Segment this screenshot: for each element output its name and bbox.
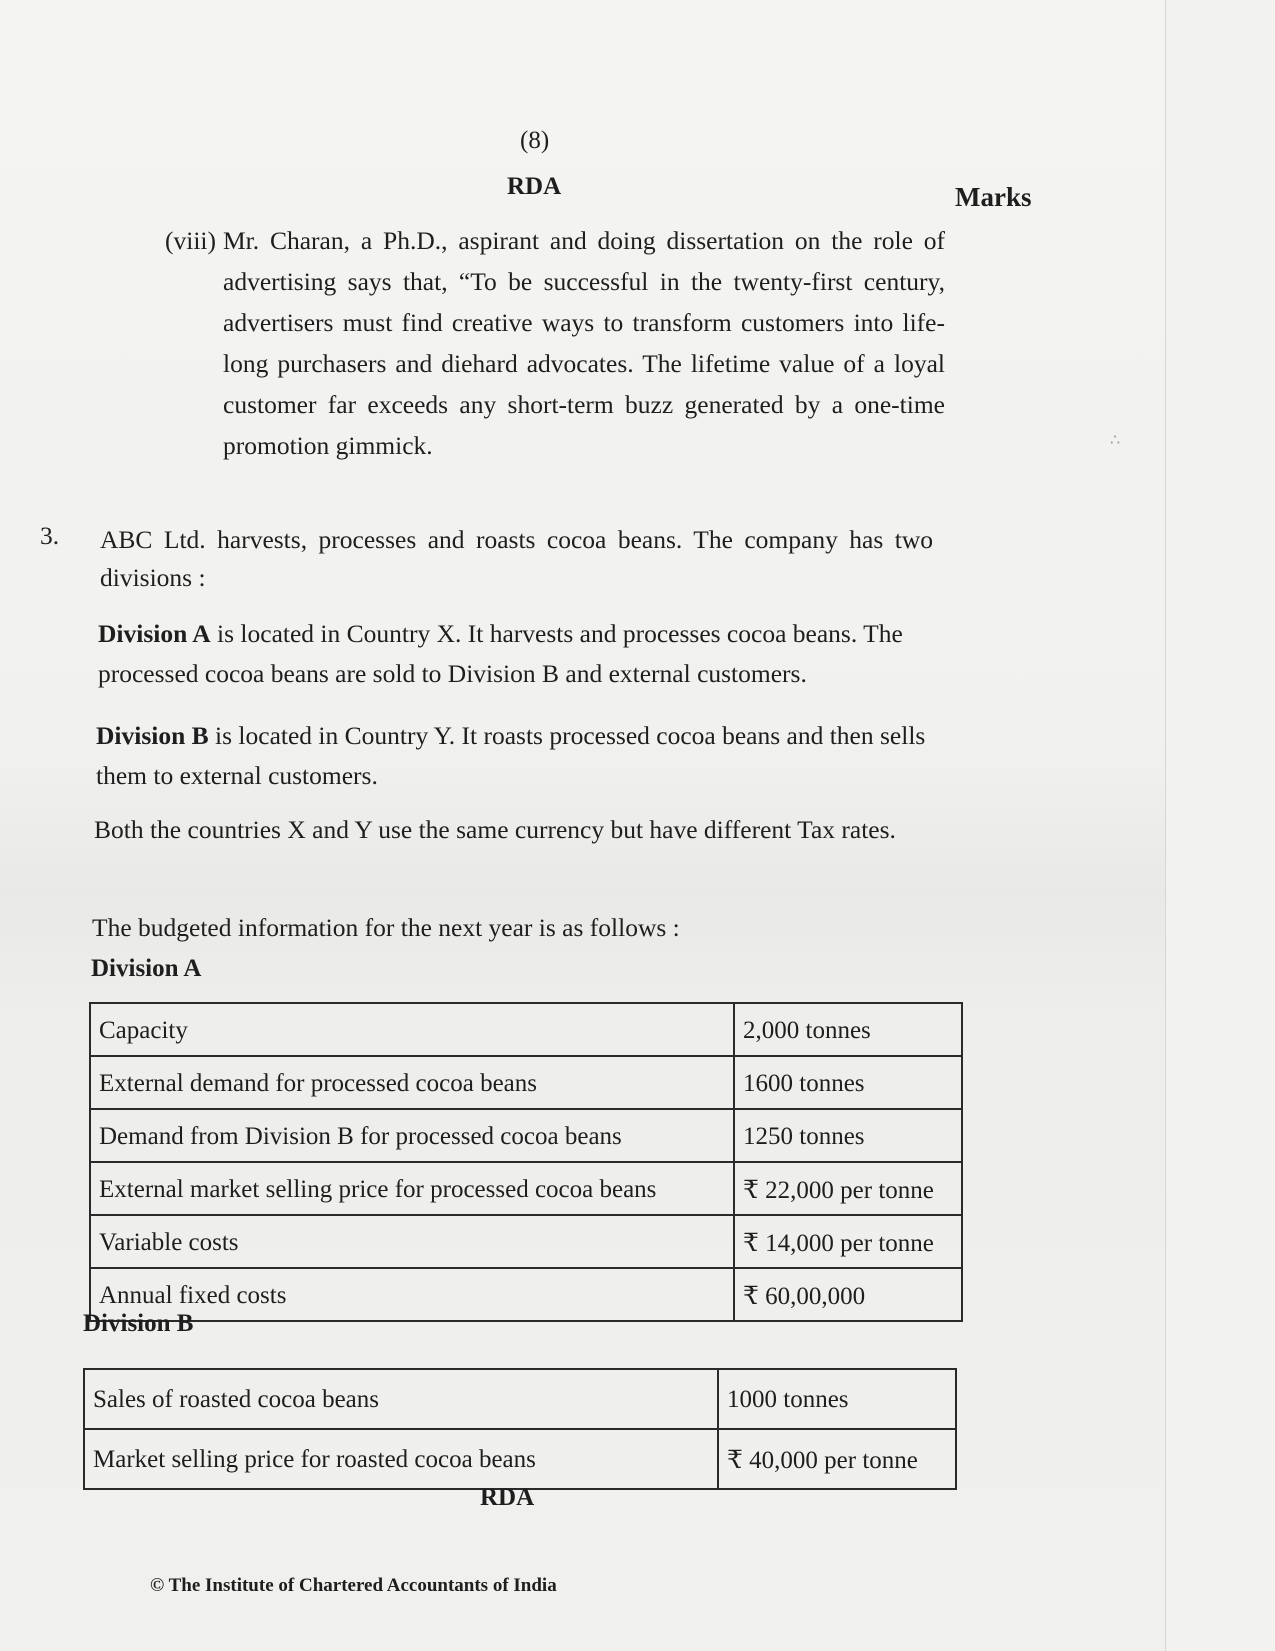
table-cell-label: Sales of roasted cocoa beans — [84, 1369, 718, 1429]
division-a-description — [98, 614, 934, 694]
item-viii-number: (viii) — [165, 226, 216, 255]
division-b-label: Division B — [96, 721, 209, 750]
table-cell-label: External demand for processed cocoa beans — [90, 1056, 734, 1109]
footer-paper-code: RDA — [480, 1484, 535, 1511]
table-cell-value: 1250 tonnes — [734, 1109, 962, 1162]
table-row — [90, 1162, 962, 1215]
division-b-heading: Division B — [83, 1310, 194, 1337]
table-cell-value: 1600 tonnes — [734, 1056, 962, 1109]
division-b-text: is located in Country Y. It roasts processed cocoa beans and then sells them to external customers. — [96, 721, 926, 790]
marks-column-label: Marks — [955, 182, 1032, 212]
table-cell-label: Variable costs — [90, 1215, 734, 1268]
currency-tax-note: Both the countries X and Y use the same currency but have different Tax rates. — [94, 815, 896, 844]
table-row — [90, 1056, 962, 1109]
table-cell-label: External market selling price for processed cocoa beans — [90, 1162, 734, 1215]
page-number: (8) — [520, 127, 550, 154]
table-row — [84, 1369, 956, 1429]
table-cell-label: Capacity — [90, 1003, 734, 1056]
table-cell-value: ₹ 14,000 per tonne — [734, 1215, 962, 1268]
table-cell-label: Demand from Division B for processed cocoa beans — [90, 1109, 734, 1162]
table-cell-value: ₹ 22,000 per tonne — [734, 1162, 962, 1215]
division-b-description — [96, 716, 932, 796]
scan-mark-icon: ∴ — [1110, 432, 1121, 449]
table-row — [90, 1109, 962, 1162]
division-b-table — [83, 1368, 957, 1490]
question-3-intro: ABC Ltd. harvests, processes and roasts cocoa beans. The company has two divisions : — [100, 525, 933, 592]
table-cell-label: Annual fixed costs — [90, 1268, 734, 1321]
table-row — [90, 1268, 962, 1321]
division-a-table — [89, 1002, 963, 1322]
division-a-heading: Division A — [91, 955, 202, 982]
table-row — [84, 1429, 956, 1489]
table-row — [90, 1215, 962, 1268]
table-cell-value: 2,000 tonnes — [734, 1003, 962, 1056]
division-a-label: Division A — [98, 619, 211, 648]
table-cell-value: 1000 tonnes — [718, 1369, 956, 1429]
table-row — [90, 1003, 962, 1056]
table-cell-value: ₹ 40,000 per tonne — [718, 1429, 956, 1489]
header-paper-code: RDA — [507, 173, 562, 200]
copyright-notice: © The Institute of Chartered Accountants of India — [150, 1575, 557, 1596]
question-3-number: 3. — [40, 521, 60, 550]
item-viii-text: Mr. Charan, a Ph.D., aspirant and doing dissertation on the role of advertising says that, “To be successful in the twenty-first century, advertisers must find creative ways to transform customers into life-long purchasers and diehard advocates. The lifetime value of a loyal customer far exceeds any short-term buzz generated by a one-time promotion gimmick. — [223, 226, 945, 460]
table-cell-label: Market selling price for roasted cocoa beans — [84, 1429, 718, 1489]
table-cell-value: ₹ 60,00,000 — [734, 1268, 962, 1321]
budget-intro: The budgeted information for the next year is as follows : — [92, 913, 680, 942]
division-a-text: is located in Country X. It harvests and processes cocoa beans. The processed cocoa beans are sold to Division B and external customers. — [98, 619, 903, 688]
item-viii — [165, 220, 945, 466]
